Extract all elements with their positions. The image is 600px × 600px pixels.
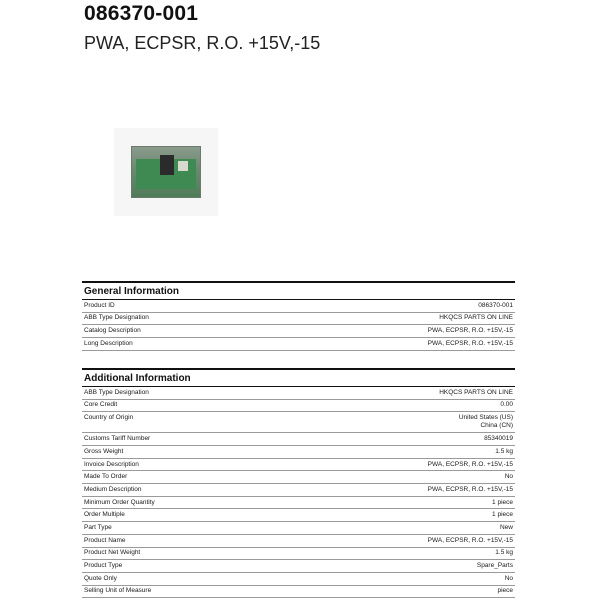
row-value xyxy=(428,340,513,348)
row-label: Selling Unit of Measure xyxy=(84,587,152,595)
row-value-text: 1.5 kg xyxy=(495,549,513,557)
product-subtitle: PWA, ECPSR, R.O. +15V,-15 xyxy=(84,33,321,53)
row-label: Gross Weight xyxy=(84,447,124,455)
row-label: Product Type xyxy=(84,562,123,570)
circuit-board-icon xyxy=(131,146,201,198)
table-row xyxy=(82,509,515,522)
table-row xyxy=(82,412,515,433)
row-value-text: No xyxy=(504,574,513,582)
table-row xyxy=(82,535,515,548)
additional-information-title: Additional Information xyxy=(84,373,191,384)
row-label: Minimum Order Quantity xyxy=(84,498,155,506)
table-row xyxy=(82,313,515,326)
general-information-section xyxy=(82,281,515,351)
row-value xyxy=(497,587,513,595)
row-value-text: 85340019 xyxy=(484,435,513,443)
row-label: Country of Origin xyxy=(84,414,134,422)
row-value xyxy=(477,562,513,570)
table-row xyxy=(82,548,515,561)
row-value xyxy=(484,435,513,443)
row-value-text: China (CN) xyxy=(480,422,513,430)
row-value xyxy=(492,499,513,507)
row-value-text: PWA, ECPSR, R.O. +15V,-15 xyxy=(427,327,513,335)
row-value-text: 086370-001 xyxy=(478,301,513,309)
row-label: Medium Description xyxy=(84,485,142,493)
table-row xyxy=(82,586,515,599)
row-value-text: HKQCS PARTS ON LINE xyxy=(439,388,513,396)
row-value xyxy=(495,549,513,557)
product-photo xyxy=(114,128,218,216)
row-value-text: New xyxy=(499,523,513,531)
table-row xyxy=(82,338,515,351)
row-value-text: 1 piece xyxy=(492,498,513,506)
row-value xyxy=(439,314,513,322)
row-value xyxy=(428,486,513,494)
row-value-text: PWA, ECPSR, R.O. +15V,-15 xyxy=(427,339,513,347)
table-row xyxy=(82,522,515,535)
row-value xyxy=(500,524,513,532)
table-row xyxy=(82,560,515,573)
row-value-text: 1.5 kg xyxy=(495,447,513,455)
table-row xyxy=(82,325,515,338)
row-label: Long Description xyxy=(84,339,133,347)
row-value xyxy=(428,461,513,469)
row-value xyxy=(428,537,513,545)
row-value xyxy=(439,389,513,397)
row-value-text: piece xyxy=(497,587,513,595)
table-row xyxy=(82,446,515,459)
row-value-text: Spare_Parts xyxy=(476,562,513,570)
row-label: Core Credit xyxy=(84,401,118,409)
general-information-title: General Information xyxy=(84,286,180,297)
row-label: ABB Type Designation xyxy=(84,314,149,322)
row-label: Customs Tariff Number xyxy=(84,435,151,443)
row-label: ABB Type Designation xyxy=(84,388,149,396)
row-value xyxy=(500,401,513,409)
row-value xyxy=(478,302,513,310)
table-row xyxy=(82,459,515,472)
row-value-text: PWA, ECPSR, R.O. +15V,-15 xyxy=(427,485,513,493)
table-row xyxy=(82,573,515,586)
additional-information-table xyxy=(82,387,515,598)
row-label: Made To Order xyxy=(84,473,128,481)
row-value xyxy=(495,448,513,456)
general-information-table xyxy=(82,300,515,351)
row-value-text: HKQCS PARTS ON LINE xyxy=(439,314,513,322)
row-value-text: PWA, ECPSR, R.O. +15V,-15 xyxy=(427,536,513,544)
row-label: Quote Only xyxy=(84,574,117,582)
row-label: Invoice Description xyxy=(84,460,139,468)
additional-information-section xyxy=(82,368,515,598)
row-label: Product ID xyxy=(84,301,115,309)
row-value-text: 0.00 xyxy=(500,401,513,409)
table-row xyxy=(82,484,515,497)
row-label: Order Multiple xyxy=(84,511,125,519)
table-row xyxy=(82,471,515,484)
row-value xyxy=(492,511,513,519)
row-value xyxy=(459,414,513,431)
row-value xyxy=(505,473,513,481)
row-label: Catalog Description xyxy=(84,327,141,335)
product-id-heading: 086370-001 xyxy=(84,2,199,25)
row-value-text: United States (US) xyxy=(458,414,513,422)
row-value xyxy=(428,327,513,335)
row-label: Part Type xyxy=(84,523,112,531)
row-label: Product Net Weight xyxy=(84,549,141,557)
table-row xyxy=(82,400,515,413)
row-value xyxy=(505,575,513,583)
table-row xyxy=(82,497,515,510)
row-value-text: PWA, ECPSR, R.O. +15V,-15 xyxy=(427,460,513,468)
table-row xyxy=(82,387,515,400)
table-row xyxy=(82,433,515,446)
table-row xyxy=(82,300,515,313)
row-value-text: 1 piece xyxy=(492,511,513,519)
row-value-text: No xyxy=(504,473,513,481)
row-label: Product Name xyxy=(84,536,126,544)
